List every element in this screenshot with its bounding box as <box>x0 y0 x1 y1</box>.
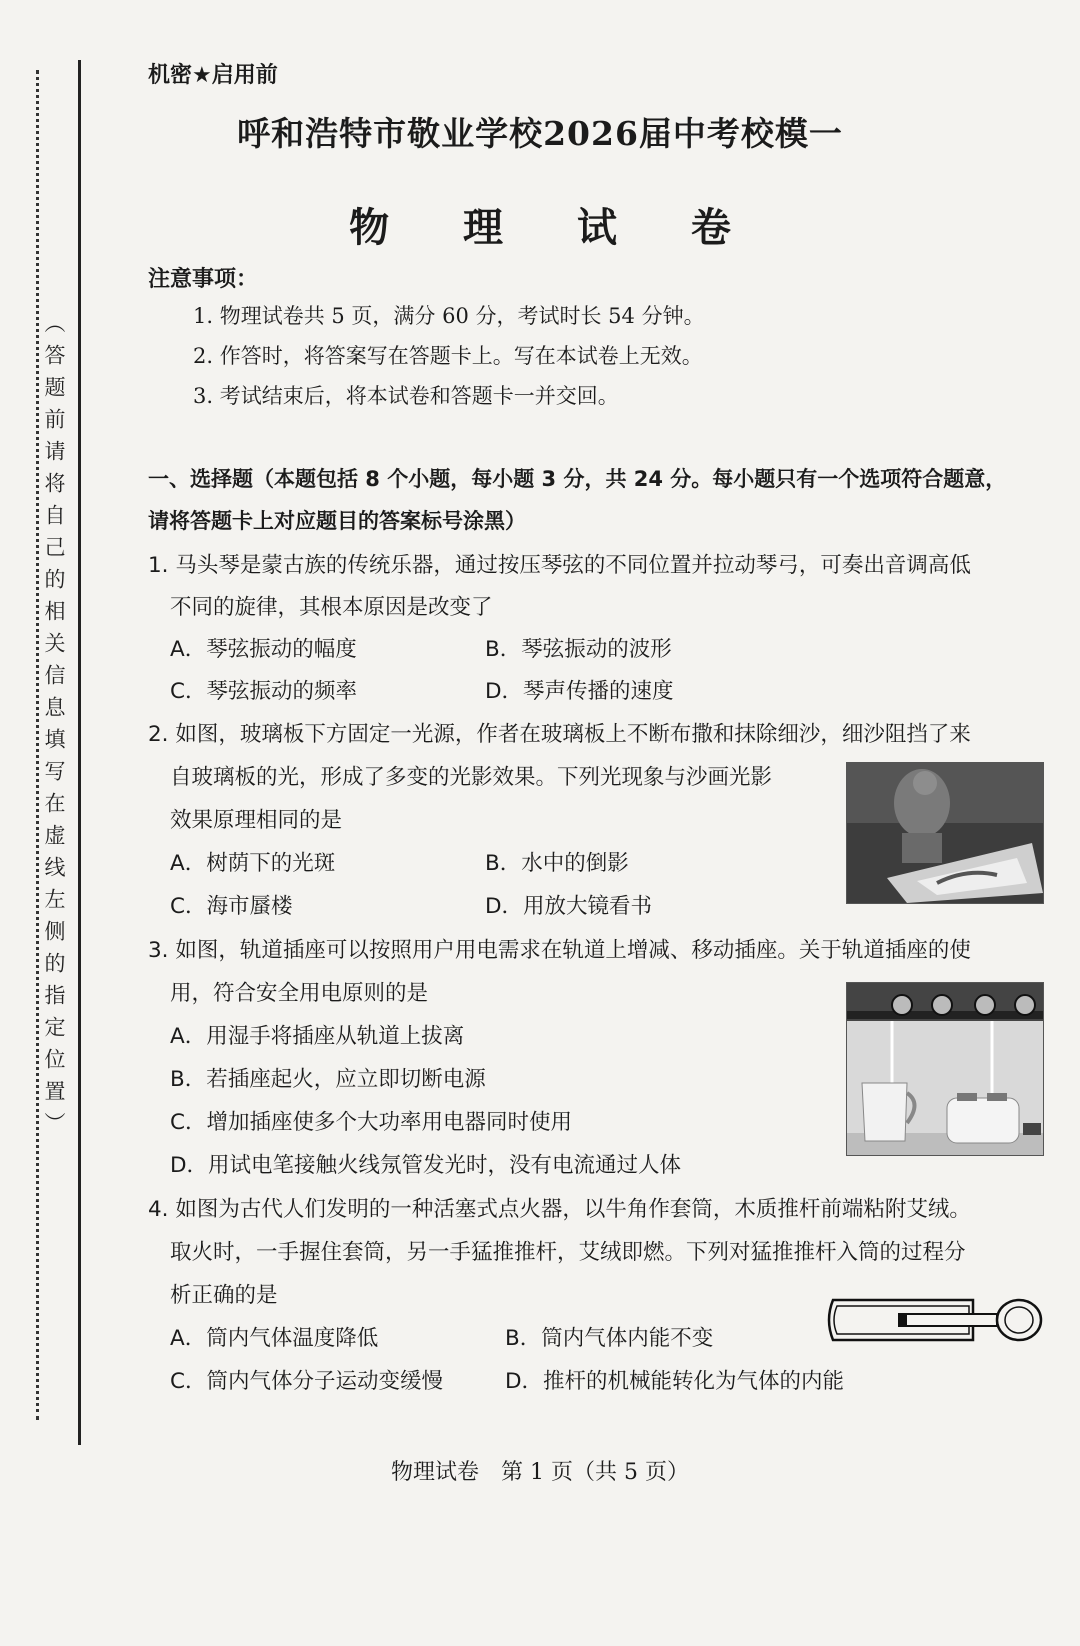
question-1-option-c: C．琴弦振动的频率 <box>170 679 358 704</box>
question-4-stem-cont: 析正确的是 <box>170 1283 278 1308</box>
exam-title: 呼和浩特市敬业学校2026届中考校模一 <box>237 114 843 153</box>
question-1-option-b: B．琴弦振动的波形 <box>485 637 672 662</box>
sand-painting-photo <box>846 762 1044 904</box>
question-2-stem: 2. 如图，玻璃板下方固定一光源，作者在玻璃板上不断布撒和抹除细沙，细沙阻挡了来 <box>148 722 971 747</box>
notice-item: 1. 物理试卷共 5 页，满分 60 分，考试时长 54 分钟。 <box>193 304 705 328</box>
question-4-option-a: A．筒内气体温度降低 <box>170 1326 379 1351</box>
question-3-option-d: D．用试电笔接触火线氖管发光时，没有电流通过人体 <box>170 1153 682 1178</box>
question-2-option-c: C．海市蜃楼 <box>170 894 293 919</box>
question-1-option-d: D．琴声传播的速度 <box>485 679 674 704</box>
notice-item: 2. 作答时，将答案写在答题卡上。写在本试卷上无效。 <box>193 344 703 368</box>
question-3-stem-cont: 用，符合安全用电原则的是 <box>170 981 429 1006</box>
question-3-stem: 3. 如图，轨道插座可以按照用户用电需求在轨道上增减、移动插座。关于轨道插座的使 <box>148 938 971 963</box>
confidential-label: 机密★启用前 <box>148 63 278 88</box>
section-heading: 一、选择题（本题包括 8 个小题，每小题 3 分，共 24 分。每小题只有一个选项符合题意， <box>148 467 1007 491</box>
section-heading-cont: 请将答题卡上对应题目的答案标号涂黑） <box>148 509 526 533</box>
notice-item: 3. 考试结束后，将本试卷和答题卡一并交回。 <box>193 384 619 408</box>
question-1-stem-cont: 不同的旋律，其根本原因是改变了 <box>170 595 493 620</box>
question-1-option-a: A．琴弦振动的幅度 <box>170 637 357 662</box>
question-2-stem-cont: 自玻璃板的光，形成了多变的光影效果。下列光现象与沙画光影 <box>170 765 773 790</box>
question-2-option-a: A．树荫下的光斑 <box>170 851 336 876</box>
track-socket-photo <box>846 982 1044 1156</box>
piston-igniter-diagram <box>823 1290 1047 1350</box>
page-footer: 物理试卷 第 1 页（共 5 页） <box>391 1460 689 1485</box>
question-3-option-b: B．若插座起火，应立即切断电源 <box>170 1067 486 1092</box>
question-1-stem: 1. 马头琴是蒙古族的传统乐器，通过按压琴弦的不同位置并拉动琴弓，可奏出音调高低 <box>148 553 971 578</box>
exam-subject: 物 理 试 卷 <box>349 205 761 251</box>
question-2-stem-cont: 效果原理相同的是 <box>170 808 343 833</box>
notice-heading: 注意事项： <box>148 266 259 292</box>
margin-solid-line <box>78 60 81 1445</box>
question-2-option-d: D．用放大镜看书 <box>485 894 653 919</box>
question-4-option-c: C．筒内气体分子运动变缓慢 <box>170 1369 444 1394</box>
question-3-option-a: A．用湿手将插座从轨道上拔离 <box>170 1024 465 1049</box>
question-3-option-c: C．增加插座使多个大功率用电器同时使用 <box>170 1110 573 1135</box>
side-instruction: （答题前请将自己的相关信息填写在虚线左侧的指定位置） <box>42 312 66 1144</box>
question-4-stem-cont: 取火时，一手握住套筒，另一手猛推推杆，艾绒即燃。下列对猛推推杆入筒的过程分 <box>170 1240 966 1265</box>
question-4-stem: 4. 如图为古代人们发明的一种活塞式点火器，以牛角作套筒，木质推杆前端粘附艾绒。 <box>148 1197 971 1222</box>
question-4-option-b: B．筒内气体内能不变 <box>505 1326 714 1351</box>
question-2-option-b: B．水中的倒影 <box>485 851 629 876</box>
question-4-option-d: D．推杆的机械能转化为气体的内能 <box>505 1369 845 1394</box>
